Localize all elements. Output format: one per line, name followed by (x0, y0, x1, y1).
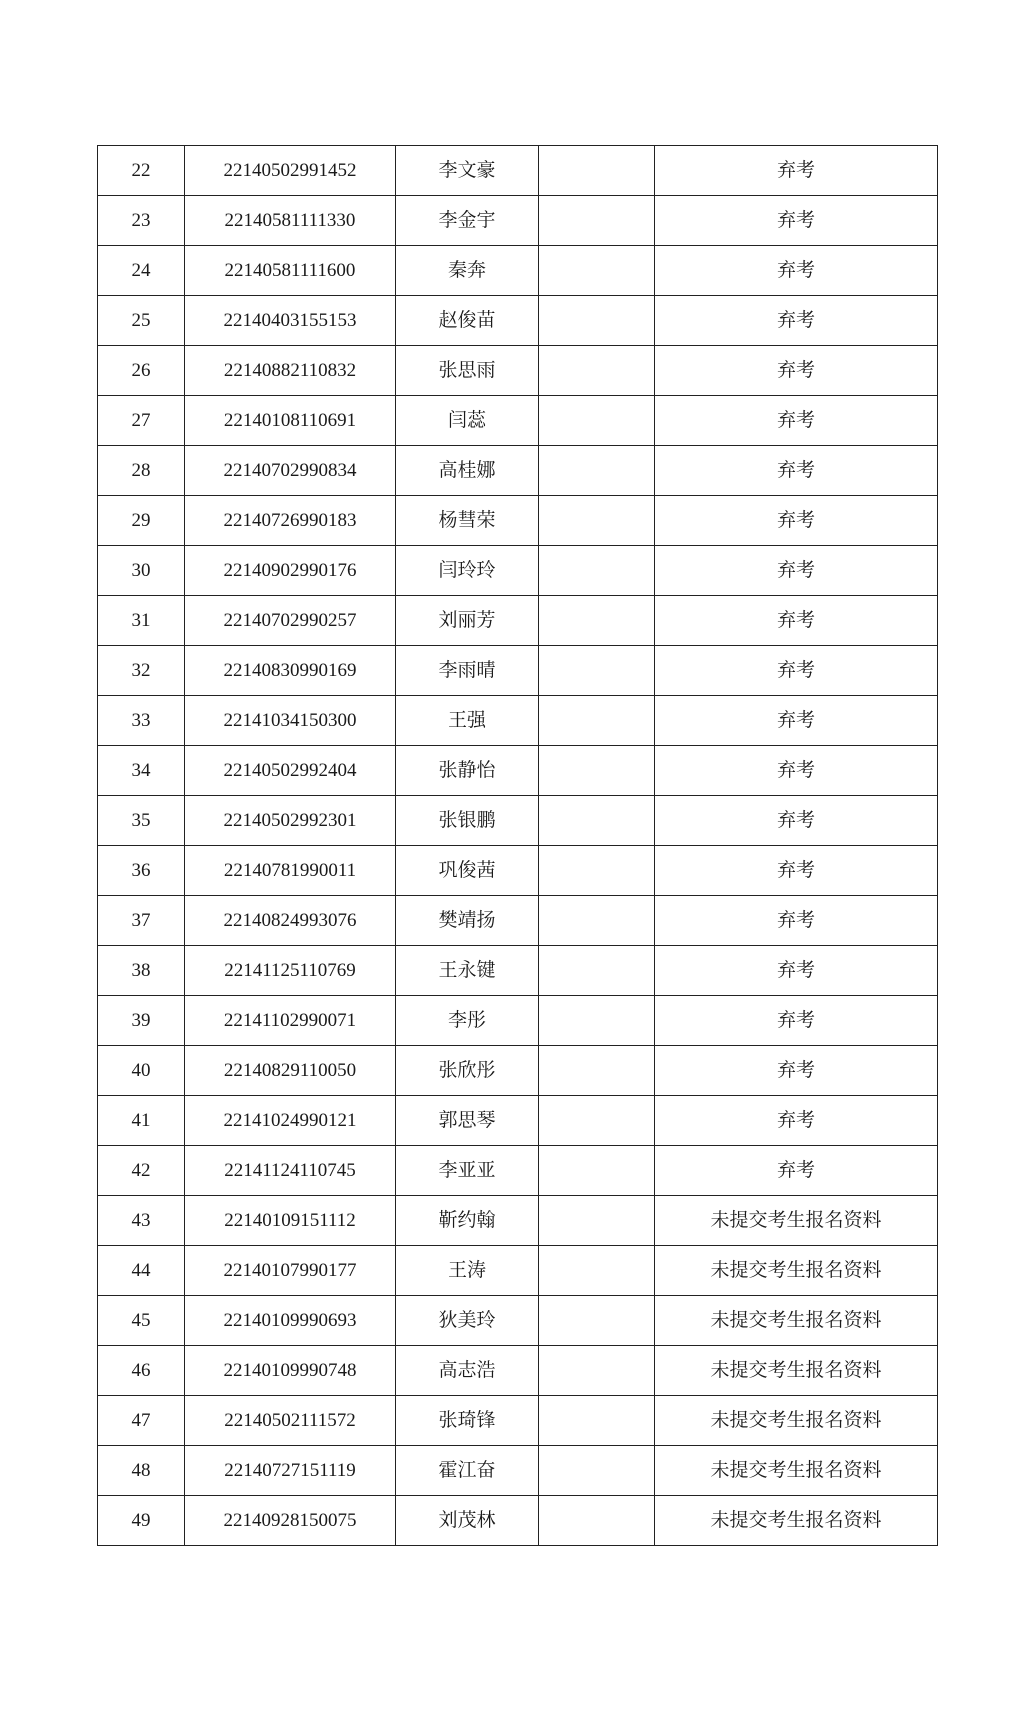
row-number-cell: 24 (98, 246, 185, 296)
blank-cell (539, 896, 655, 946)
remark-cell: 弃考 (655, 1146, 938, 1196)
blank-cell (539, 1146, 655, 1196)
candidate-name-cell: 李雨晴 (396, 646, 539, 696)
remark-cell: 弃考 (655, 746, 938, 796)
candidate-name-cell: 王永键 (396, 946, 539, 996)
table-row (98, 646, 938, 696)
table-row (98, 596, 938, 646)
blank-cell (539, 596, 655, 646)
exam-id-cell: 22140107990177 (185, 1246, 396, 1296)
table-row (98, 896, 938, 946)
blank-cell (539, 1346, 655, 1396)
blank-cell (539, 796, 655, 846)
candidate-name-cell: 秦奔 (396, 246, 539, 296)
table-row (98, 396, 938, 446)
candidate-name-cell: 王强 (396, 696, 539, 746)
blank-cell (539, 146, 655, 196)
blank-cell (539, 296, 655, 346)
candidate-name-cell: 李文豪 (396, 146, 539, 196)
table-row (98, 746, 938, 796)
blank-cell (539, 1246, 655, 1296)
candidate-table (97, 145, 938, 1546)
row-number-cell: 25 (98, 296, 185, 346)
table-row (98, 1096, 938, 1146)
table-row (98, 496, 938, 546)
candidate-name-cell: 霍江奋 (396, 1446, 539, 1496)
table-row (98, 1346, 938, 1396)
candidate-name-cell: 樊靖扬 (396, 896, 539, 946)
exam-id-cell: 22141124110745 (185, 1146, 396, 1196)
row-number-cell: 48 (98, 1446, 185, 1496)
row-number-cell: 36 (98, 846, 185, 896)
row-number-cell: 45 (98, 1296, 185, 1346)
remark-cell: 弃考 (655, 646, 938, 696)
remark-cell: 弃考 (655, 496, 938, 546)
row-number-cell: 27 (98, 396, 185, 446)
exam-id-cell: 22140829110050 (185, 1046, 396, 1096)
table-row (98, 346, 938, 396)
remark-cell: 弃考 (655, 246, 938, 296)
exam-id-cell: 22140581111600 (185, 246, 396, 296)
table-row (98, 246, 938, 296)
exam-id-cell: 22140403155153 (185, 296, 396, 346)
row-number-cell: 42 (98, 1146, 185, 1196)
remark-cell: 弃考 (655, 446, 938, 496)
candidate-table-body (98, 146, 938, 1546)
table-row (98, 1146, 938, 1196)
candidate-name-cell: 赵俊苗 (396, 296, 539, 346)
blank-cell (539, 696, 655, 746)
row-number-cell: 35 (98, 796, 185, 846)
row-number-cell: 22 (98, 146, 185, 196)
row-number-cell: 32 (98, 646, 185, 696)
candidate-name-cell: 李金宇 (396, 196, 539, 246)
blank-cell (539, 546, 655, 596)
blank-cell (539, 1196, 655, 1246)
row-number-cell: 33 (98, 696, 185, 746)
candidate-name-cell: 靳约翰 (396, 1196, 539, 1246)
exam-id-cell: 22140502991452 (185, 146, 396, 196)
row-number-cell: 37 (98, 896, 185, 946)
table-row (98, 696, 938, 746)
exam-id-cell: 22140702990834 (185, 446, 396, 496)
row-number-cell: 44 (98, 1246, 185, 1296)
candidate-name-cell: 张欣彤 (396, 1046, 539, 1096)
table-row (98, 446, 938, 496)
remark-cell: 弃考 (655, 1046, 938, 1096)
blank-cell (539, 196, 655, 246)
blank-cell (539, 496, 655, 546)
candidate-name-cell: 王涛 (396, 1246, 539, 1296)
candidate-name-cell: 巩俊茜 (396, 846, 539, 896)
row-number-cell: 29 (98, 496, 185, 546)
table-row (98, 1446, 938, 1496)
candidate-name-cell: 李彤 (396, 996, 539, 1046)
table-row (98, 1046, 938, 1096)
remark-cell: 未提交考生报名资料 (655, 1296, 938, 1346)
table-row (98, 1496, 938, 1546)
table-row (98, 1296, 938, 1346)
blank-cell (539, 996, 655, 1046)
table-row (98, 146, 938, 196)
exam-id-cell: 22140824993076 (185, 896, 396, 946)
blank-cell (539, 396, 655, 446)
exam-id-cell: 22141034150300 (185, 696, 396, 746)
table-row (98, 796, 938, 846)
blank-cell (539, 846, 655, 896)
row-number-cell: 40 (98, 1046, 185, 1096)
blank-cell (539, 646, 655, 696)
remark-cell: 未提交考生报名资料 (655, 1246, 938, 1296)
table-row (98, 846, 938, 896)
remark-cell: 弃考 (655, 146, 938, 196)
blank-cell (539, 1046, 655, 1096)
candidate-name-cell: 郭思琴 (396, 1096, 539, 1146)
exam-id-cell: 22140727151119 (185, 1446, 396, 1496)
blank-cell (539, 1096, 655, 1146)
remark-cell: 弃考 (655, 896, 938, 946)
table-row (98, 1246, 938, 1296)
row-number-cell: 26 (98, 346, 185, 396)
blank-cell (539, 1396, 655, 1446)
candidate-name-cell: 杨彗荣 (396, 496, 539, 546)
candidate-name-cell: 刘丽芳 (396, 596, 539, 646)
exam-id-cell: 22140902990176 (185, 546, 396, 596)
row-number-cell: 38 (98, 946, 185, 996)
row-number-cell: 47 (98, 1396, 185, 1446)
remark-cell: 未提交考生报名资料 (655, 1496, 938, 1546)
remark-cell: 弃考 (655, 846, 938, 896)
table-row (98, 196, 938, 246)
exam-id-cell: 22140830990169 (185, 646, 396, 696)
row-number-cell: 43 (98, 1196, 185, 1246)
table-row (98, 946, 938, 996)
row-number-cell: 28 (98, 446, 185, 496)
exam-id-cell: 22140781990011 (185, 846, 396, 896)
blank-cell (539, 1496, 655, 1546)
remark-cell: 弃考 (655, 696, 938, 746)
exam-id-cell: 22140928150075 (185, 1496, 396, 1546)
candidate-name-cell: 张银鹏 (396, 796, 539, 846)
blank-cell (539, 1446, 655, 1496)
row-number-cell: 31 (98, 596, 185, 646)
candidate-name-cell: 李亚亚 (396, 1146, 539, 1196)
candidate-name-cell: 闫蕊 (396, 396, 539, 446)
remark-cell: 弃考 (655, 296, 938, 346)
table-row (98, 996, 938, 1046)
remark-cell: 弃考 (655, 346, 938, 396)
candidate-name-cell: 刘茂林 (396, 1496, 539, 1546)
exam-id-cell: 22140502992301 (185, 796, 396, 846)
remark-cell: 未提交考生报名资料 (655, 1446, 938, 1496)
candidate-name-cell: 高志浩 (396, 1346, 539, 1396)
exam-id-cell: 22140726990183 (185, 496, 396, 546)
exam-id-cell: 22140109990748 (185, 1346, 396, 1396)
blank-cell (539, 746, 655, 796)
blank-cell (539, 346, 655, 396)
table-row (98, 1396, 938, 1446)
exam-id-cell: 22140882110832 (185, 346, 396, 396)
candidate-name-cell: 狄美玲 (396, 1296, 539, 1346)
exam-id-cell: 22140109151112 (185, 1196, 396, 1246)
remark-cell: 未提交考生报名资料 (655, 1396, 938, 1446)
row-number-cell: 39 (98, 996, 185, 1046)
exam-id-cell: 22140702990257 (185, 596, 396, 646)
row-number-cell: 23 (98, 196, 185, 246)
exam-id-cell: 22140581111330 (185, 196, 396, 246)
candidate-name-cell: 张琦锋 (396, 1396, 539, 1446)
blank-cell (539, 946, 655, 996)
remark-cell: 未提交考生报名资料 (655, 1196, 938, 1246)
candidate-name-cell: 高桂娜 (396, 446, 539, 496)
exam-id-cell: 22140108110691 (185, 396, 396, 446)
exam-id-cell: 22140502111572 (185, 1396, 396, 1446)
remark-cell: 弃考 (655, 596, 938, 646)
row-number-cell: 41 (98, 1096, 185, 1146)
exam-id-cell: 22140109990693 (185, 1296, 396, 1346)
remark-cell: 弃考 (655, 396, 938, 446)
candidate-name-cell: 张静怡 (396, 746, 539, 796)
remark-cell: 弃考 (655, 796, 938, 846)
row-number-cell: 30 (98, 546, 185, 596)
table-row (98, 296, 938, 346)
row-number-cell: 34 (98, 746, 185, 796)
candidate-name-cell: 闫玲玲 (396, 546, 539, 596)
blank-cell (539, 1296, 655, 1346)
exam-id-cell: 22141102990071 (185, 996, 396, 1046)
remark-cell: 弃考 (655, 546, 938, 596)
exam-id-cell: 22141024990121 (185, 1096, 396, 1146)
remark-cell: 弃考 (655, 196, 938, 246)
row-number-cell: 49 (98, 1496, 185, 1546)
candidate-name-cell: 张思雨 (396, 346, 539, 396)
table-row (98, 546, 938, 596)
remark-cell: 弃考 (655, 1096, 938, 1146)
blank-cell (539, 246, 655, 296)
blank-cell (539, 446, 655, 496)
row-number-cell: 46 (98, 1346, 185, 1396)
remark-cell: 弃考 (655, 946, 938, 996)
exam-id-cell: 22141125110769 (185, 946, 396, 996)
remark-cell: 未提交考生报名资料 (655, 1346, 938, 1396)
exam-id-cell: 22140502992404 (185, 746, 396, 796)
remark-cell: 弃考 (655, 996, 938, 1046)
table-row (98, 1196, 938, 1246)
